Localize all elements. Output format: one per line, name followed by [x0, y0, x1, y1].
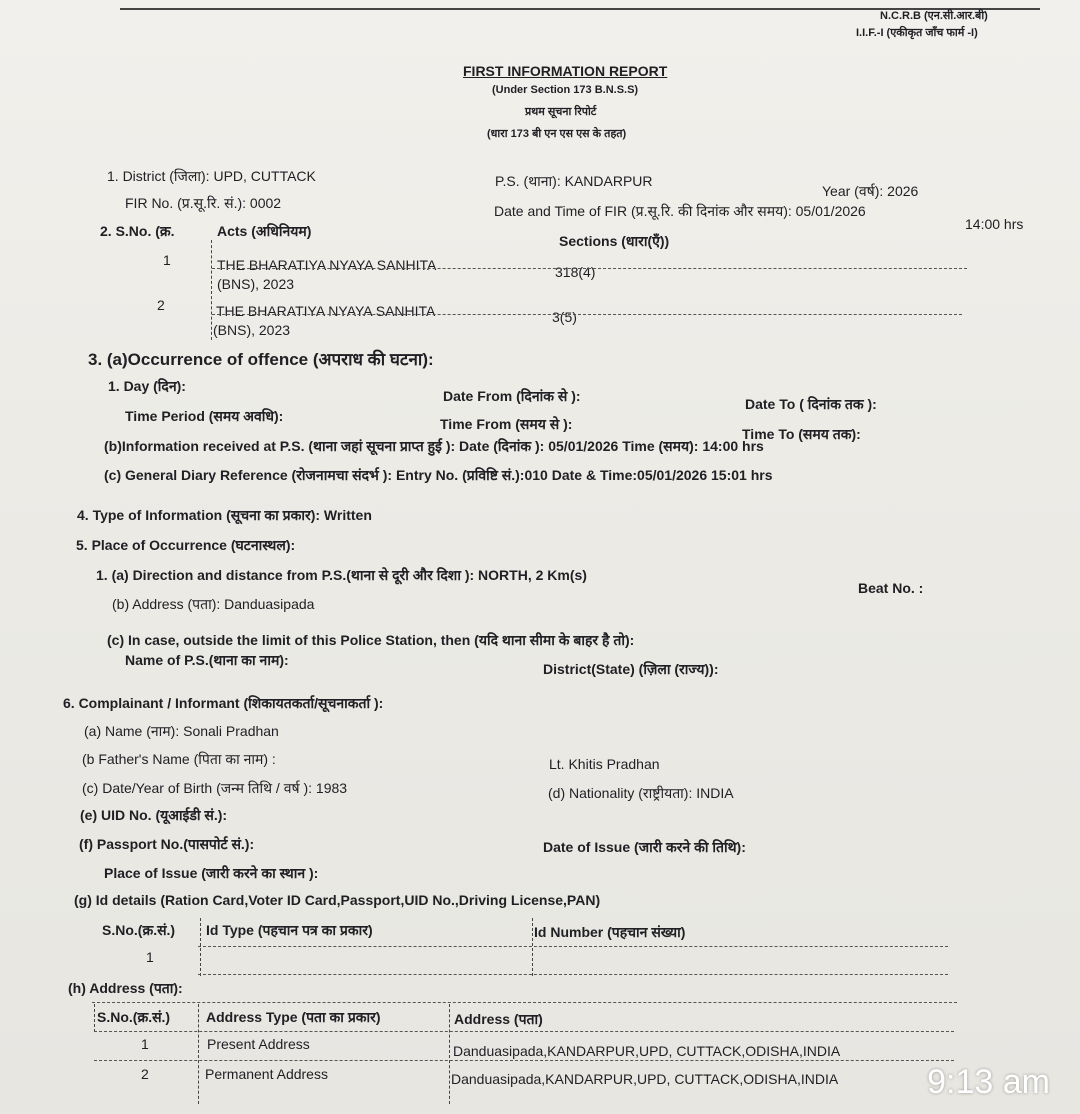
date-of-issue-field: Date of Issue (जारी करने की तिथि):: [543, 839, 746, 855]
overlay-clock: 9:13 am: [927, 1063, 1050, 1101]
info-received-field: (b)Information received at P.S. (थाना जहां सूचना प्राप्त हुई ): Date (दिनांक ): 05/01/2026 Time (समय): 14:00 hrs: [104, 438, 764, 454]
address-table-row-line: [94, 1060, 954, 1061]
id-table-divider: [532, 918, 533, 976]
id-table-header-number: Id Number (पहचान संख्या): [534, 924, 686, 940]
act-row-1-name-cont: (BNS), 2023: [217, 276, 295, 292]
general-diary-field: (c) General Diary Reference (रोजनामचा संदर्भ ): Entry No. (प्रविष्टि सं.):010 Date & Time:05/01/2026 15:01 hrs: [104, 467, 773, 483]
birth-year-field: (c) Date/Year of Birth (जन्म तिथि / वर्ष ): 1983: [82, 780, 348, 796]
act-row-1-sno: 1: [163, 252, 171, 268]
address-table-divider: [198, 1004, 199, 1104]
time-from-field: Time From (समय से ):: [440, 416, 573, 432]
address-table-divider: [94, 1004, 95, 1032]
iif-label: I.I.F.-I (एकीकृत जाँच फार्म -I): [856, 27, 978, 39]
address-table-header-sno: S.No.(क्र.सं.): [97, 1009, 171, 1025]
address-heading: (h) Address (पता):: [68, 980, 183, 996]
outside-limit-field: (c) In case, outside the limit of this Police Station, then (यदि थाना सीमा के बाहर है तो):: [107, 632, 635, 648]
address-table-top-line: [92, 1002, 957, 1003]
complainant-heading: 6. Complainant / Informant (शिकायतकर्ता/सूचनाकर्ता ):: [63, 695, 384, 711]
ncrb-label: N.C.R.B (एन.सी.आर.बी): [880, 10, 988, 22]
fir-time-field: 14:00 hrs: [965, 216, 1024, 232]
occurrence-address-field: (b) Address (पता): Danduasipada: [112, 596, 315, 612]
address-table-header-type: Address Type (पता का प्रकार): [206, 1009, 381, 1025]
id-details-heading: (g) Id details (Ration Card,Voter ID Card,Passport,UID No.,Driving License,PAN): [74, 892, 601, 908]
father-name-label: (b Father's Name (पिता का नाम) :: [82, 751, 276, 767]
report-title-hindi: प्रथम सूचना रिपोर्ट: [525, 106, 597, 118]
sections-header: Sections (धारा(एँ)): [559, 233, 670, 249]
passport-field: (f) Passport No.(पासपोर्ट सं.):: [79, 836, 255, 852]
fir-datetime-field: Date and Time of FIR (प्र.सू.रि. की दिनांक और समय): 05/01/2026: [494, 203, 866, 219]
address-table-row-line: [94, 1031, 954, 1032]
acts-row-separator: [212, 268, 967, 269]
act-row-2-section: 3(5): [552, 309, 577, 325]
address-row-1-sno: 1: [141, 1036, 149, 1052]
address-row-2-type: Permanent Address: [205, 1066, 328, 1082]
complainant-name-field: (a) Name (नाम): Sonali Pradhan: [84, 723, 279, 739]
acts-row-separator: [212, 314, 962, 315]
beat-number-field: Beat No. :: [858, 580, 924, 596]
police-station-field: P.S. (थाना): KANDARPUR: [495, 173, 653, 189]
outside-district-field: District(State) (ज़िला (राज्य)):: [543, 661, 719, 677]
act-row-1-section: 318(4): [555, 264, 596, 280]
address-table-divider: [449, 1004, 450, 1104]
act-row-2-name-cont: (BNS), 2023: [213, 322, 291, 338]
id-table-header-sno: S.No.(क्र.सं.): [102, 922, 176, 938]
day-field: 1. Day (दिन):: [108, 378, 186, 394]
year-field: Year (वर्ष): 2026: [822, 183, 919, 199]
nationality-field: (d) Nationality (राष्ट्रीयता): INDIA: [548, 785, 734, 801]
time-to-field: Time To (समय तक):: [742, 426, 861, 442]
act-row-2-sno: 2: [157, 297, 165, 313]
report-subtitle-hindi: (धारा 173 बी एन एस एस के तहत): [487, 128, 627, 140]
address-row-2-address: Danduasipada,KANDARPUR,UPD, CUTTACK,ODISHA,INDIA: [451, 1071, 839, 1087]
district-field: 1. District (जिला): UPD, CUTTACK: [107, 168, 316, 184]
report-subtitle: (Under Section 173 B.N.S.S): [492, 84, 639, 96]
date-from-field: Date From (दिनांक से ):: [443, 388, 581, 404]
id-table-header-type: Id Type (पहचान पत्र का प्रकार): [206, 922, 373, 938]
date-to-field: Date To ( दिनांक तक ):: [745, 396, 877, 412]
act-row-2-name: THE BHARATIYA NYAYA SANHITA: [216, 303, 436, 319]
address-row-1-address: Danduasipada,KANDARPUR,UPD, CUTTACK,ODISHA,INDIA: [453, 1043, 841, 1059]
outside-ps-name-field: Name of P.S.(थाना का नाम):: [125, 652, 289, 668]
act-row-1-name: THE BHARATIYA NYAYA SANHITA: [217, 257, 437, 273]
time-period-field: Time Period (समय अवधि):: [125, 408, 284, 424]
acts-table-divider: [211, 240, 212, 340]
occurrence-heading: 3. (a)Occurrence of offence (अपराध की घटना):: [88, 350, 434, 369]
acts-header: Acts (अधिनियम): [217, 223, 312, 239]
report-title: FIRST INFORMATION REPORT: [463, 63, 668, 79]
address-table-header-address: Address (पता): [454, 1011, 543, 1027]
address-row-2-sno: 2: [141, 1066, 149, 1082]
father-name-value: Lt. Khitis Pradhan: [549, 756, 660, 772]
direction-distance-field: 1. (a) Direction and distance from P.S.(थाना से दूरी और दिशा ): NORTH, 2 Km(s): [96, 567, 587, 583]
place-of-issue-field: Place of Issue (जारी करने का स्थान ):: [104, 865, 319, 881]
info-type-field: 4. Type of Information (सूचना का प्रकार): Written: [77, 507, 372, 523]
acts-sno-header: 2. S.No. (क्र.: [100, 223, 175, 239]
id-table-row-line: [198, 946, 948, 947]
id-table-row-line: [198, 974, 948, 975]
id-table-divider: [200, 918, 201, 976]
place-of-occurrence-heading: 5. Place of Occurrence (घटनास्थल):: [76, 537, 296, 553]
id-row-1-sno: 1: [146, 949, 154, 965]
fir-number-field: FIR No. (प्र.सू.रि. सं.): 0002: [125, 195, 282, 211]
uid-field: (e) UID No. (यूआईडी सं.):: [80, 807, 228, 823]
address-row-1-type: Present Address: [207, 1036, 310, 1052]
